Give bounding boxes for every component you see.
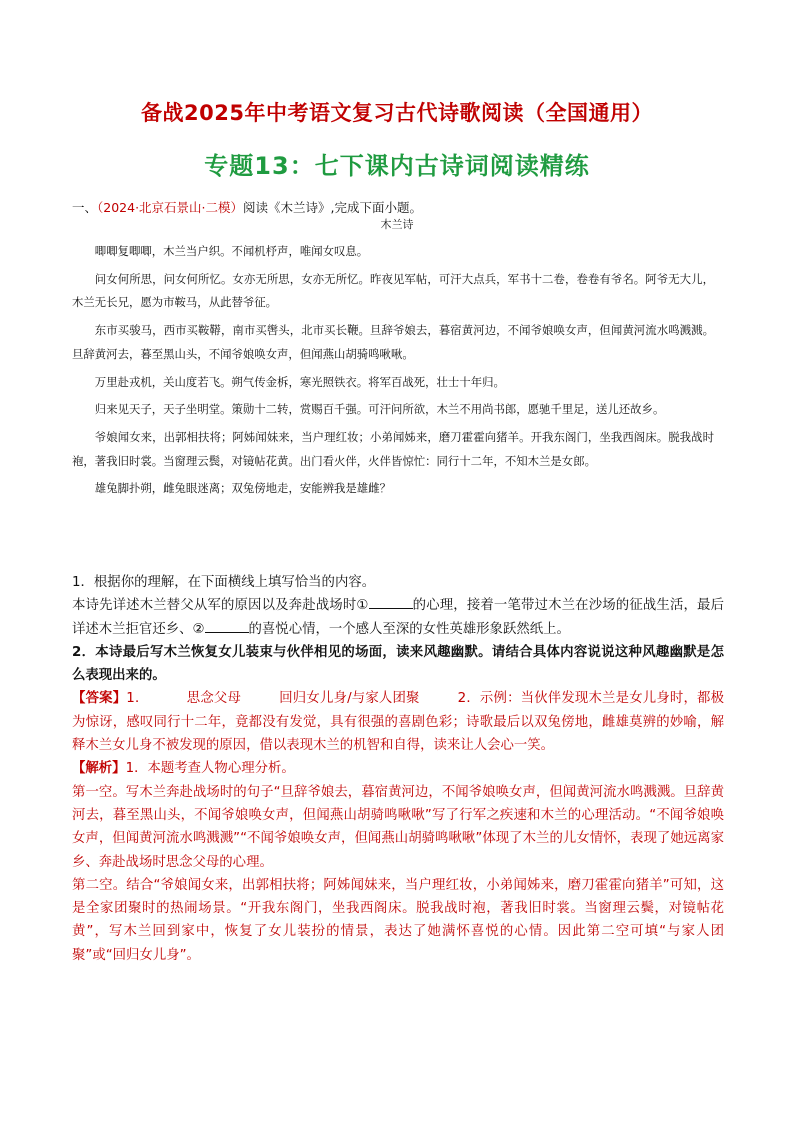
question-number: 一、 <box>72 200 98 215</box>
analysis-label: 【解析】 <box>72 761 126 777</box>
answer-blank-2 <box>205 618 249 633</box>
answer-block <box>72 687 724 757</box>
poem-paragraph: 爷娘闻女来，出郭相扶将；阿姊闻妹来，当户理红妆；小弟闻姊来，磨刀霍霍向猪羊。开我东阁门，坐我西阁床。脱我战时袍，著我旧时裳。当窗理云鬓，对镜帖花黄。出门看火伴，火伴皆惊忙：同行十二年，不知木兰是女郎。 <box>72 429 714 468</box>
q1-text <box>72 594 724 641</box>
q1-prompt: 1．根据你的理解，在下面横线上填写恰当的内容。 <box>72 575 376 590</box>
answer-blank-1-text: 思念父母 <box>186 691 242 707</box>
poem-title: 木兰诗 <box>380 218 414 231</box>
q1-text-part: 的心理，接着一笔带过木兰在沙场的征战生活，最后详述木兰拒官还乡、② <box>72 598 724 637</box>
document-subtitle: 专题13：七下课内古诗词阅读精练 <box>204 152 590 180</box>
poem-paragraph: 雄兔脚扑朔，雌兔眼迷离；双兔傍地走，安能辨我是雄雌？ <box>94 481 391 496</box>
question-source: （2024·北京石景山·二模） <box>97 200 244 215</box>
poem-paragraph: 问女何所思，问女何所忆。女亦无所思，女亦无所忆。昨夜见军帖，可汗大点兵，军书十二卷，卷卷有爷名。阿爷无大儿，木兰无长兄，愿为市鞍马，从此替爷征。 <box>72 271 714 310</box>
answer-label: 【答案】 <box>72 691 127 707</box>
answer-num-1: 1． <box>126 691 149 707</box>
analysis-paragraph-2: 第二空。结合“爷娘闻女来，出郭相扶将；阿姊闻妹来，当户理红妆，小弟闻姊来，磨刀霍霍向猪羊”可知，这是全家团聚时的热闹场景。“开我东阁门，坐我西阁床。脱我战时袍，著我旧时裳。当窗理云鬓，对镜帖花黄”，写木兰回到家中，恢复了女儿装扮的情景，表达了她满怀喜悦的心情。因此第二空可填“与家人团聚”或“回归女儿身”。 <box>72 877 724 963</box>
poem-paragraph: 东市买骏马，西市买鞍鞯，南市买辔头，北市买长鞭。旦辞爷娘去，暮宿黄河边，不闻爷娘唤女声，但闻黄河流水鸣溅溅。旦辞黄河去，暮至黑山头，不闻爷娘唤女声，但闻燕山胡骑鸣啾啾。 <box>72 323 714 361</box>
analysis-intro-line <box>72 757 724 780</box>
answer-blank-2-text: 回归女儿身/与家人团聚 <box>279 691 420 707</box>
analysis-paragraph-1: 第一空。写木兰奔赴战场时的句子“旦辞爷娘去，暮宿黄河边，不闻爷娘唤女声，但闻黄河流水鸣溅溅。旦辞黄河去，暮至黑山头，不闻爷娘唤女声，但闻燕山胡骑鸣啾啾”写了行军之疾速和木兰的心理活动。“不闻爷娘唤女声，但闻黄河流水鸣溅溅”“不闻爷娘唤女声，但闻燕山胡骑鸣啾啾”体现了木兰的儿女情怀，表现了她远离家乡、奔赴战场时思念父母的心理。 <box>72 784 724 870</box>
poem-paragraph: 万里赴戎机，关山度若飞。朔气传金柝，寒光照铁衣。将军百战死，壮士十年归。 <box>94 374 505 389</box>
q2-prompt: 2．本诗最后写木兰恢复女儿装束与伙伴相见的场面，读来风趣幽默。请结合具体内容说说这种风趣幽默是怎么表现出来的。 <box>72 644 724 684</box>
question-instruction: 阅读《木兰诗》,完成下面小题。 <box>243 200 423 215</box>
poem-paragraph: 唧唧复唧唧，木兰当户织。不闻机杼声，唯闻女叹息。 <box>94 244 369 258</box>
answer-text-2: 示例：当伙伴发现木兰是女儿身时，都极为惊讶，感叹同行十二年，竟都没有发觉，具有很强的喜剧色彩；诗歌最后以双兔傍地，雌雄莫辨的妙喻，解释木兰女儿身不被发现的原因，借以表现木兰的机智和自得，读来让人会心一笑。 <box>72 691 725 754</box>
questions-and-answers <box>72 571 724 967</box>
q1-text-part: 的喜悦心情，一个感人至深的女性英雄形象跃然纸上。 <box>248 621 570 637</box>
question-header <box>72 198 422 216</box>
poem-paragraph: 归来见天子，天子坐明堂。策勋十二转，赏赐百千强。可汗问所欲，木兰不用尚书郎，愿驰千里足，送儿还故乡。 <box>94 402 665 417</box>
document-title: 备战2025年中考语文复习古代诗歌阅读（全国通用） <box>141 101 653 125</box>
answer-num-2: 2． <box>457 691 480 707</box>
analysis-intro: 1．本题考查人物心理分析。 <box>125 761 295 777</box>
q1-text-part: 本诗先详述木兰替父从军的原因以及奔赴战场时① <box>72 598 369 614</box>
answer-blank-1 <box>369 594 413 609</box>
poem-body <box>72 240 714 505</box>
